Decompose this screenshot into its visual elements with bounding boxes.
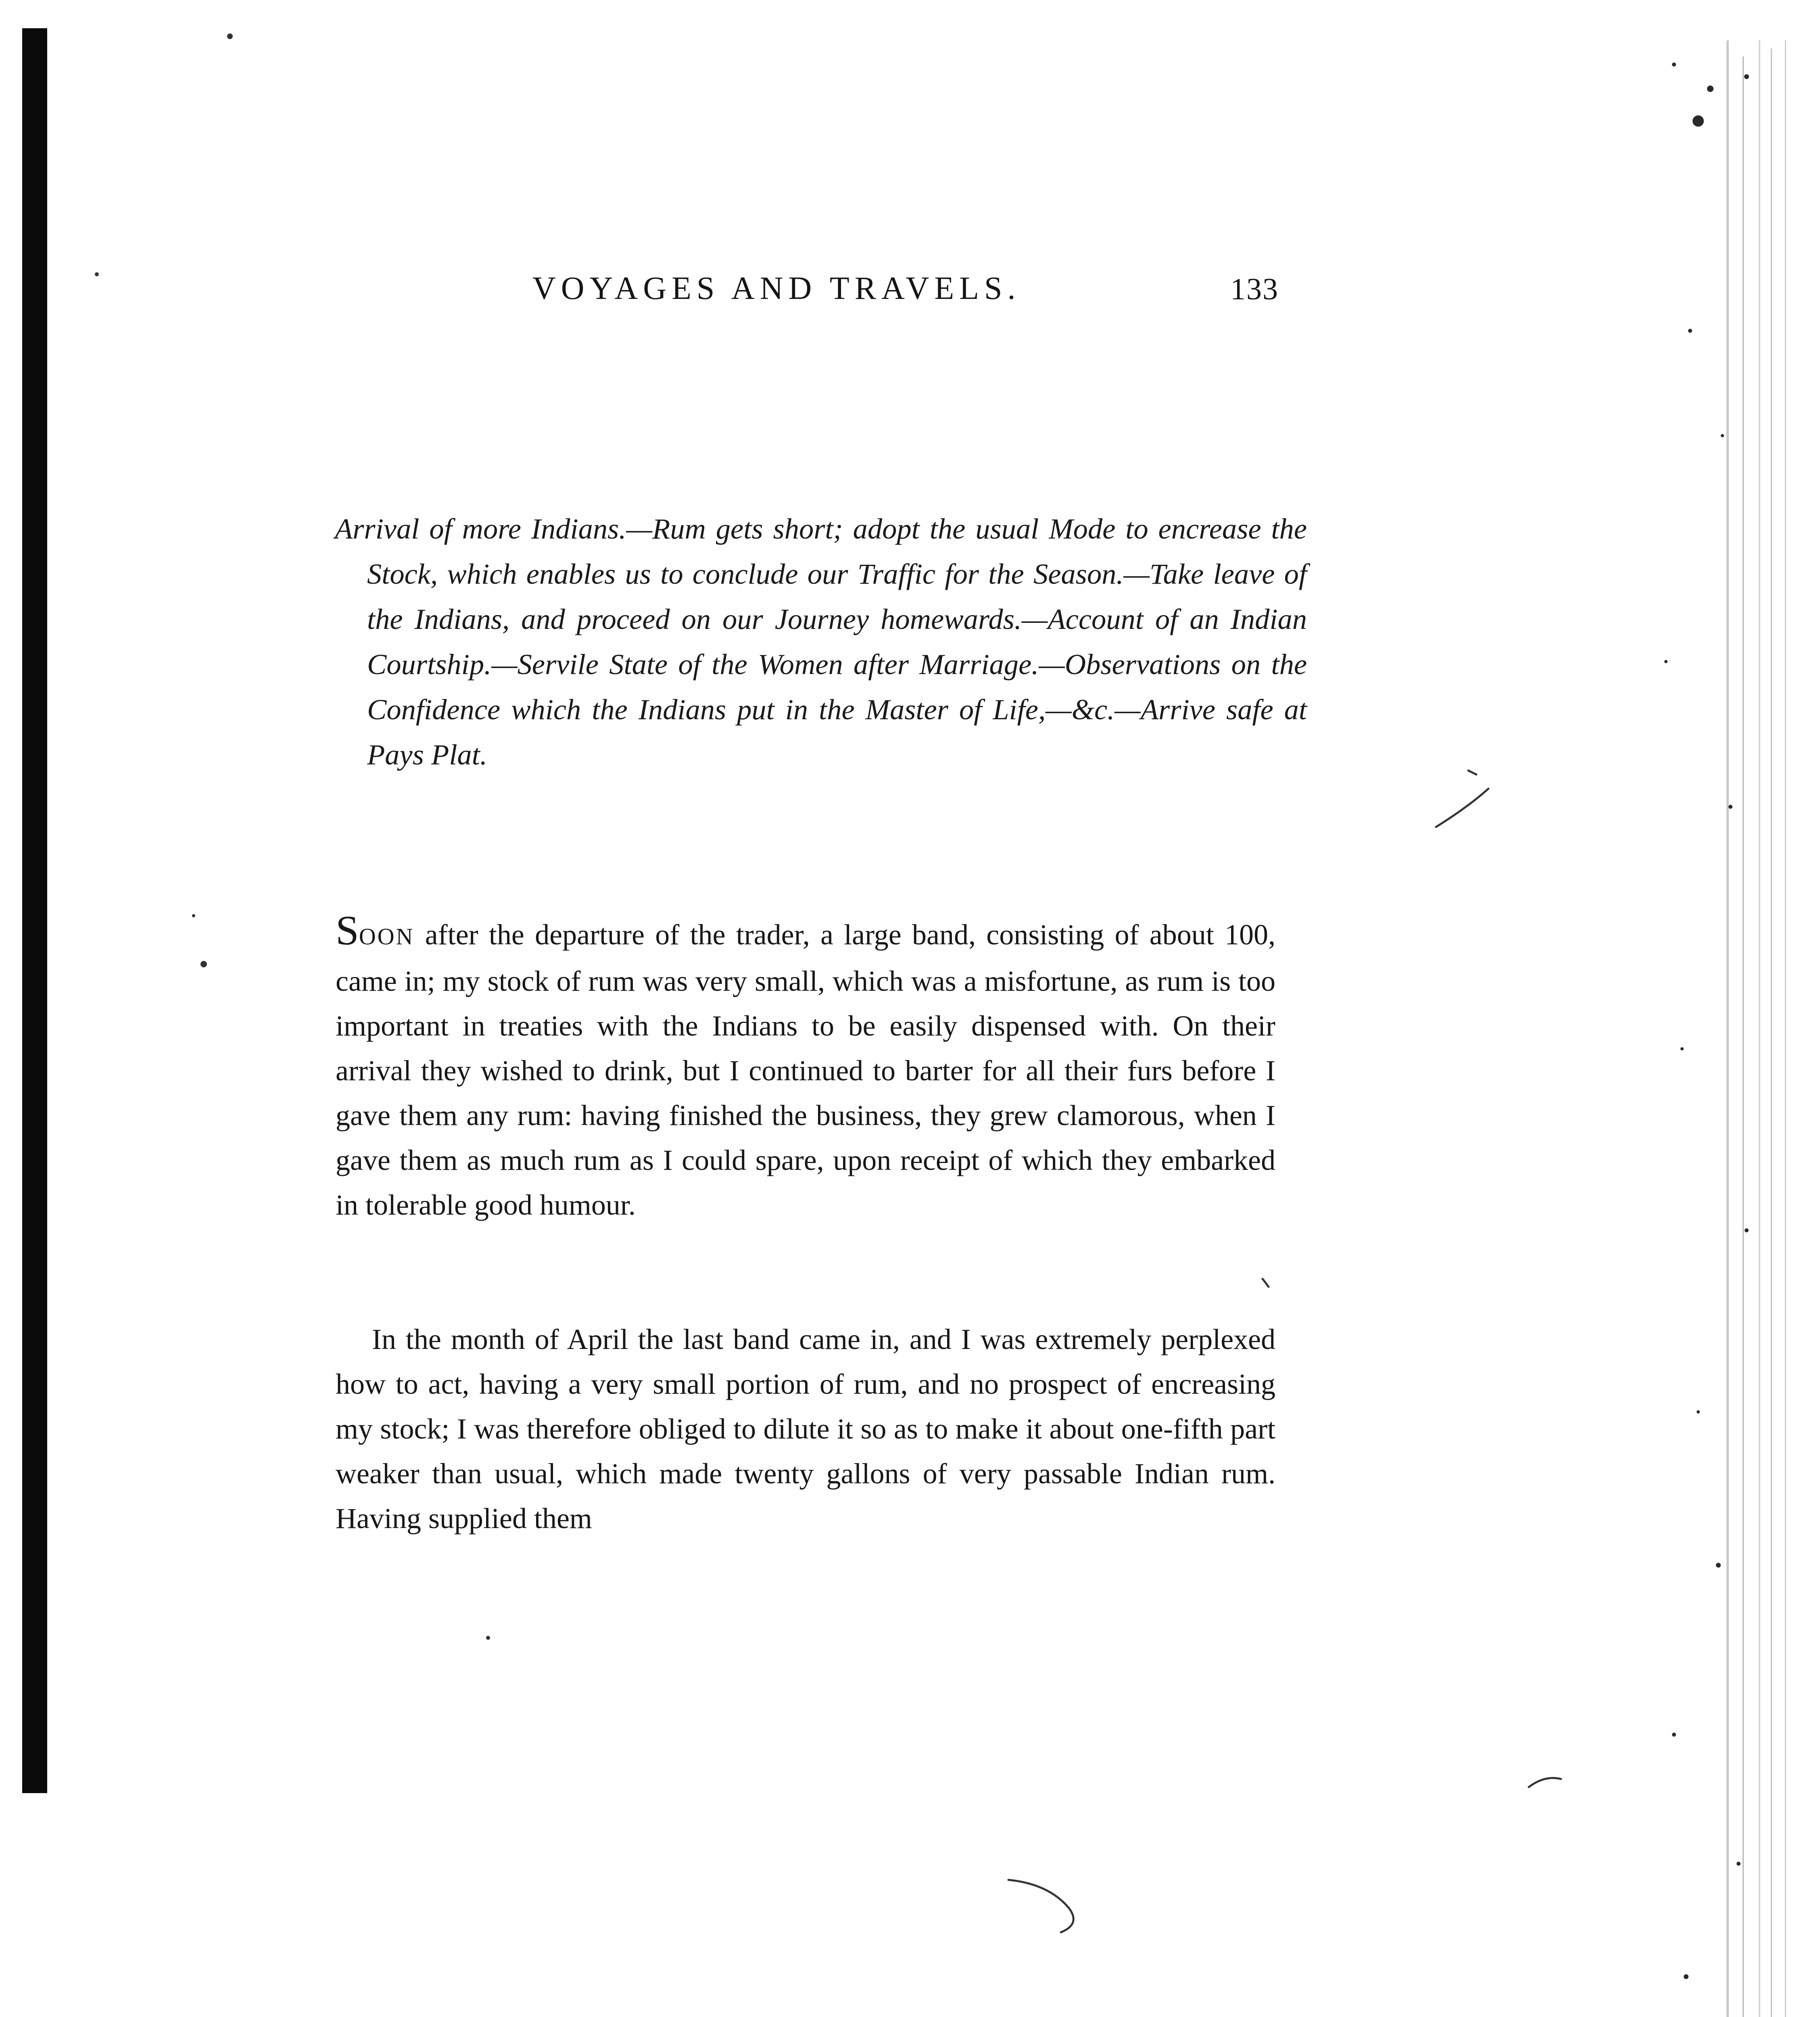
paragraph-2: In the month of April the last band came in, and I was extremely perplexed how to act, having a very small portion of rum, and no prospect of encreasing my stock; I was therefore obliged to dilute it so as to make it about one-fifth part weaker than usual, which made twenty gallons of very passable Indian rum. Having supplied them (336, 1323, 1275, 1535)
running-title: VOYAGES AND TRAVELS. (532, 271, 1021, 306)
drop-cap: S (336, 907, 359, 954)
paragraph-1-text: after the departure of the trader, a large band, consisting of about 100, came in; my stock of rum was very small, which was a misfortune, as rum is too important in treaties with the Indians to be easily dispensed with. On their arrival they wished to drink, but I continued to barter for all their furs before I gave them any rum: having finished the business, they grew clamorous, when I gave them as much rum as I could spare, upon receipt of which they embarked in tolerable good humour. (336, 919, 1275, 1221)
small-caps-lead: OON (359, 923, 415, 950)
chapter-summary: Arrival of more Indians.—Rum gets short; adopt the usual Mode to encrease the Stock, which enables us to conclude our Traffic for the Season.—Take leave of the Indians, and proceed on our Journey homewards.—Account of an Indian Courtship.—Servile State of the Women after Marriage.—Observations on the Confidence which the Indians put in the Master of Life,—&c.—Arrive safe at Pays Plat. (335, 512, 1307, 771)
page-number: 133 (1230, 272, 1279, 306)
